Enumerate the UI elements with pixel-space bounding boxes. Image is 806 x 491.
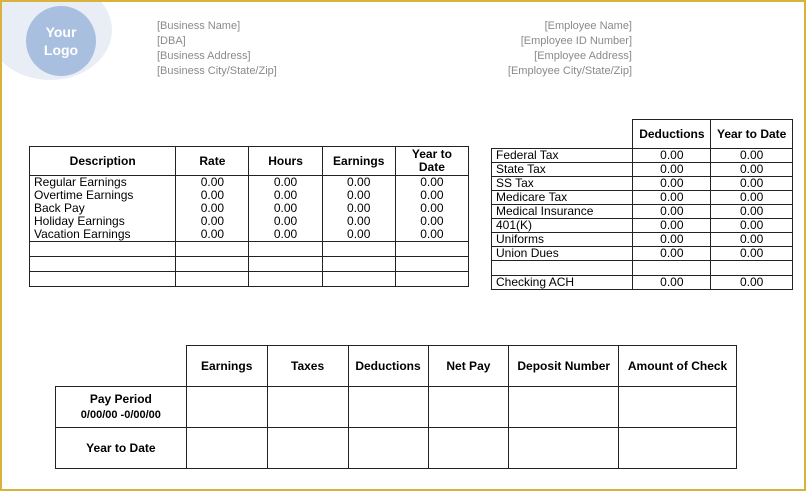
earnings-header-row	[30, 147, 469, 176]
empty-cell	[249, 272, 322, 287]
empty-cell	[322, 257, 395, 272]
earning-ytd: 0.00	[395, 215, 468, 228]
earning-amount: 0.00	[322, 176, 395, 190]
summary-cell	[267, 428, 348, 469]
pay-period-dates: 0/00/00 -0/00/00	[80, 409, 161, 421]
earning-hours: 0.00	[249, 215, 322, 228]
deduction-label: Federal Tax	[492, 149, 633, 163]
summary-cell	[509, 428, 619, 469]
table-row-empty	[30, 242, 469, 257]
table-row	[492, 247, 793, 261]
earning-amount: 0.00	[322, 202, 395, 215]
table-row	[492, 149, 793, 163]
earning-ytd: 0.00	[395, 228, 468, 242]
summary-cell	[348, 387, 428, 428]
pay-period-label-cell	[56, 387, 187, 428]
table-row-empty	[492, 261, 793, 276]
company-logo	[0, 0, 112, 80]
deduction-label: SS Tax	[492, 177, 633, 191]
earning-hours: 0.00	[249, 189, 322, 202]
empty-cell	[395, 272, 468, 287]
deductions-header-row	[492, 120, 793, 149]
table-row-empty	[30, 257, 469, 272]
employee-name: [Employee Name]	[544, 20, 632, 32]
deduction-label: Medical Insurance	[492, 205, 633, 219]
deduction-amount: 0.00	[633, 233, 711, 247]
business-address: [Business Address]	[157, 50, 251, 62]
business-name: [Business Name]	[157, 20, 241, 32]
deduction-ytd: 0.00	[711, 149, 793, 163]
table-row	[492, 191, 793, 205]
earnings-header-rate: Rate	[176, 147, 249, 176]
summary-row-pay-period	[56, 387, 737, 428]
deduction-amount: 0.00	[633, 177, 711, 191]
earnings-header-description: Description	[30, 147, 176, 176]
table-row	[30, 176, 469, 190]
empty-cell	[30, 272, 176, 287]
earning-description: Regular Earnings	[30, 176, 176, 190]
table-row	[30, 189, 469, 202]
earning-hours: 0.00	[249, 202, 322, 215]
business-city: [Business City/State/Zip]	[157, 65, 277, 77]
summary-table	[55, 345, 737, 469]
deduction-ytd: 0.00	[711, 191, 793, 205]
earning-ytd: 0.00	[395, 176, 468, 190]
earning-rate: 0.00	[176, 189, 249, 202]
deduction-amount: 0.00	[633, 191, 711, 205]
empty-cell	[395, 257, 468, 272]
ytd-label: Year to Date	[56, 428, 187, 469]
summary-header-deductions: Deductions	[348, 346, 428, 387]
earnings-header-hours: Hours	[249, 147, 322, 176]
summary-cell	[619, 387, 737, 428]
empty-cell	[176, 242, 249, 257]
deduction-amount: 0.00	[633, 149, 711, 163]
deduction-label: 401(K)	[492, 219, 633, 233]
deduction-ytd: 0.00	[711, 233, 793, 247]
deductions-header-blank	[492, 120, 633, 149]
summary-cell	[186, 428, 267, 469]
deductions-table	[491, 119, 793, 290]
empty-cell	[176, 257, 249, 272]
summary-cell	[348, 428, 428, 469]
summary-cell	[428, 428, 509, 469]
table-row	[492, 163, 793, 177]
empty-cell	[176, 272, 249, 287]
checking-ytd: 0.00	[711, 276, 793, 290]
summary-header-amount-of-check: Amount of Check	[619, 346, 737, 387]
table-row-empty	[30, 272, 469, 287]
employee-address: [Employee Address]	[534, 50, 632, 62]
logo-circle	[26, 6, 96, 76]
pay-period-label: Pay Period	[89, 392, 152, 406]
empty-cell	[30, 257, 176, 272]
checking-label: Checking ACH	[492, 276, 633, 290]
logo-text: Your Logo	[43, 24, 79, 58]
deduction-amount: 0.00	[633, 219, 711, 233]
deductions-header-ytd: Year to Date	[711, 120, 793, 149]
deduction-label: State Tax	[492, 163, 633, 177]
business-info	[157, 19, 277, 79]
table-row-checking	[492, 276, 793, 290]
summary-cell	[428, 387, 509, 428]
checking-amount: 0.00	[633, 276, 711, 290]
summary-cell	[186, 387, 267, 428]
deduction-ytd: 0.00	[711, 177, 793, 191]
summary-cell	[267, 387, 348, 428]
summary-header-taxes: Taxes	[267, 346, 348, 387]
earning-ytd: 0.00	[395, 202, 468, 215]
earning-description: Overtime Earnings	[30, 189, 176, 202]
deduction-amount: 0.00	[633, 163, 711, 177]
empty-cell	[30, 242, 176, 257]
deduction-ytd: 0.00	[711, 219, 793, 233]
table-row	[30, 228, 469, 242]
empty-cell	[395, 242, 468, 257]
table-row	[492, 205, 793, 219]
earnings-header-earnings: Earnings	[322, 147, 395, 176]
earning-description: Back Pay	[30, 202, 176, 215]
empty-cell	[322, 242, 395, 257]
earning-rate: 0.00	[176, 215, 249, 228]
summary-header-net-pay: Net Pay	[428, 346, 509, 387]
empty-cell	[249, 257, 322, 272]
deduction-label: Uniforms	[492, 233, 633, 247]
summary-header-row	[56, 346, 737, 387]
deduction-amount: 0.00	[633, 205, 711, 219]
earning-rate: 0.00	[176, 202, 249, 215]
employee-info	[482, 19, 632, 79]
earning-rate: 0.00	[176, 176, 249, 190]
deductions-header-deductions: Deductions	[633, 120, 711, 149]
earnings-header-ytd: Year to Date	[395, 147, 468, 176]
employee-city: [Employee City/State/Zip]	[507, 65, 632, 77]
table-row	[492, 219, 793, 233]
deduction-ytd: 0.00	[711, 163, 793, 177]
earning-hours: 0.00	[249, 228, 322, 242]
empty-cell	[633, 261, 711, 276]
empty-cell	[492, 261, 633, 276]
earnings-table	[29, 146, 469, 287]
business-dba: [DBA]	[157, 35, 186, 47]
empty-cell	[322, 272, 395, 287]
deduction-ytd: 0.00	[711, 205, 793, 219]
deduction-amount: 0.00	[633, 247, 711, 261]
deduction-ytd: 0.00	[711, 247, 793, 261]
deduction-label: Medicare Tax	[492, 191, 633, 205]
empty-cell	[711, 261, 793, 276]
earning-ytd: 0.00	[395, 189, 468, 202]
table-row	[492, 233, 793, 247]
summary-cell	[509, 387, 619, 428]
summary-cell	[619, 428, 737, 469]
empty-cell	[249, 242, 322, 257]
earning-amount: 0.00	[322, 189, 395, 202]
earning-description: Holiday Earnings	[30, 215, 176, 228]
earning-description: Vacation Earnings	[30, 228, 176, 242]
earning-rate: 0.00	[176, 228, 249, 242]
summary-header-deposit-number: Deposit Number	[509, 346, 619, 387]
earning-amount: 0.00	[322, 215, 395, 228]
employee-id: [Employee ID Number]	[520, 35, 632, 47]
table-row	[492, 177, 793, 191]
earning-amount: 0.00	[322, 228, 395, 242]
deduction-label: Union Dues	[492, 247, 633, 261]
summary-header-blank	[56, 346, 187, 387]
earning-hours: 0.00	[249, 176, 322, 190]
summary-header-earnings: Earnings	[186, 346, 267, 387]
summary-row-ytd	[56, 428, 737, 469]
